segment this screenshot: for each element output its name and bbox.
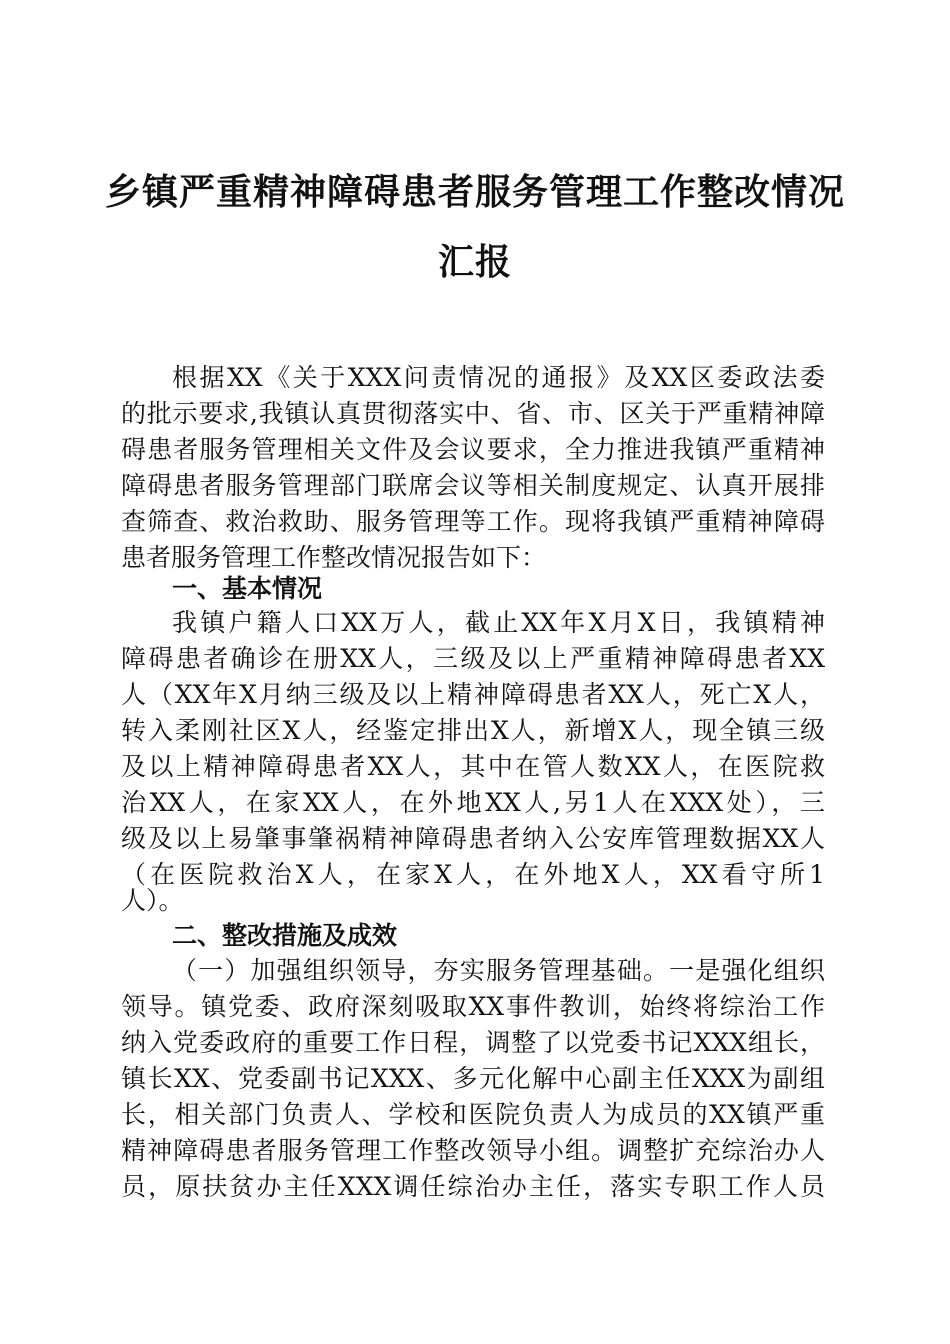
intro-line: 的批示要求,我镇认真贯彻落实中、省、市、区关于严重精神障	[121, 399, 825, 428]
section1-line: （在医院救治X人，在家X人，在外地X人，XX看守所1	[121, 860, 825, 889]
section2-line: 纳入党委政府的重要工作日程，调整了以党委书记XXX组长，	[121, 1028, 825, 1057]
intro-line: 查筛查、救治救助、服务管理等工作。现将我镇严重精神障碍	[121, 507, 825, 536]
section2-line: 员，原扶贫办主任XXX调任综治办主任，落实专职工作人员	[121, 1172, 825, 1201]
document-title-line-1: 乡镇严重精神障碍患者服务管理工作整改情况	[104, 171, 845, 213]
intro-line: 障碍患者服务管理部门联席会议等相关制度规定、认真开展排	[121, 471, 825, 500]
section1-line: 障碍患者确诊在册XX人，三级及以上严重精神障碍患者XX	[121, 644, 825, 673]
section1-line: 人（XX年X月纳三级及以上精神障碍患者XX人，死亡X人，	[121, 680, 825, 709]
section2-line: 镇长XX、党委副书记XXX、多元化解中心副主任XXX为副组	[121, 1064, 825, 1093]
section-heading-measures: 二、整改措施及成效	[172, 921, 398, 950]
section1-line: 人）。	[121, 886, 184, 915]
section2-line: 领导。镇党委、政府深刻吸取XX事件教训，始终将综治工作	[121, 992, 825, 1021]
section1-line: 我镇户籍人口XX万人，截止XX年X月X日，我镇精神	[172, 608, 825, 637]
intro-line: 根据XX《关于XXX问责情况的通报》及XX区委政法委	[172, 363, 825, 392]
section2-line: 长，相关部门负责人、学校和医院负责人为成员的XX镇严重	[121, 1100, 825, 1129]
intro-line: 患者服务管理工作整改情况报告如下：	[121, 543, 547, 572]
section2-line: （一）加强组织领导，夯实服务管理基础。一是强化组织	[172, 956, 825, 985]
intro-line: 碍患者服务管理相关文件及会议要求，全力推进我镇严重精神	[121, 435, 825, 464]
section-heading-basic: 一、基本情况	[172, 574, 323, 603]
section2-line: 精神障碍患者服务管理工作整改领导小组。调整扩充综治办人	[121, 1136, 825, 1165]
document-title-line-2: 汇报	[437, 241, 512, 283]
section1-line: 转入柔刚社区X人，经鉴定排出X人，新增X人，现全镇三级	[121, 716, 825, 745]
section1-line: 及以上精神障碍患者XX人，其中在管人数XX人，在医院救	[121, 752, 825, 781]
section1-line: 治XX人，在家XX人，在外地XX人,另1人在XXX处），三	[121, 788, 825, 817]
section1-line: 级及以上易肇事肇祸精神障碍患者纳入公安库管理数据XX人	[121, 824, 825, 853]
